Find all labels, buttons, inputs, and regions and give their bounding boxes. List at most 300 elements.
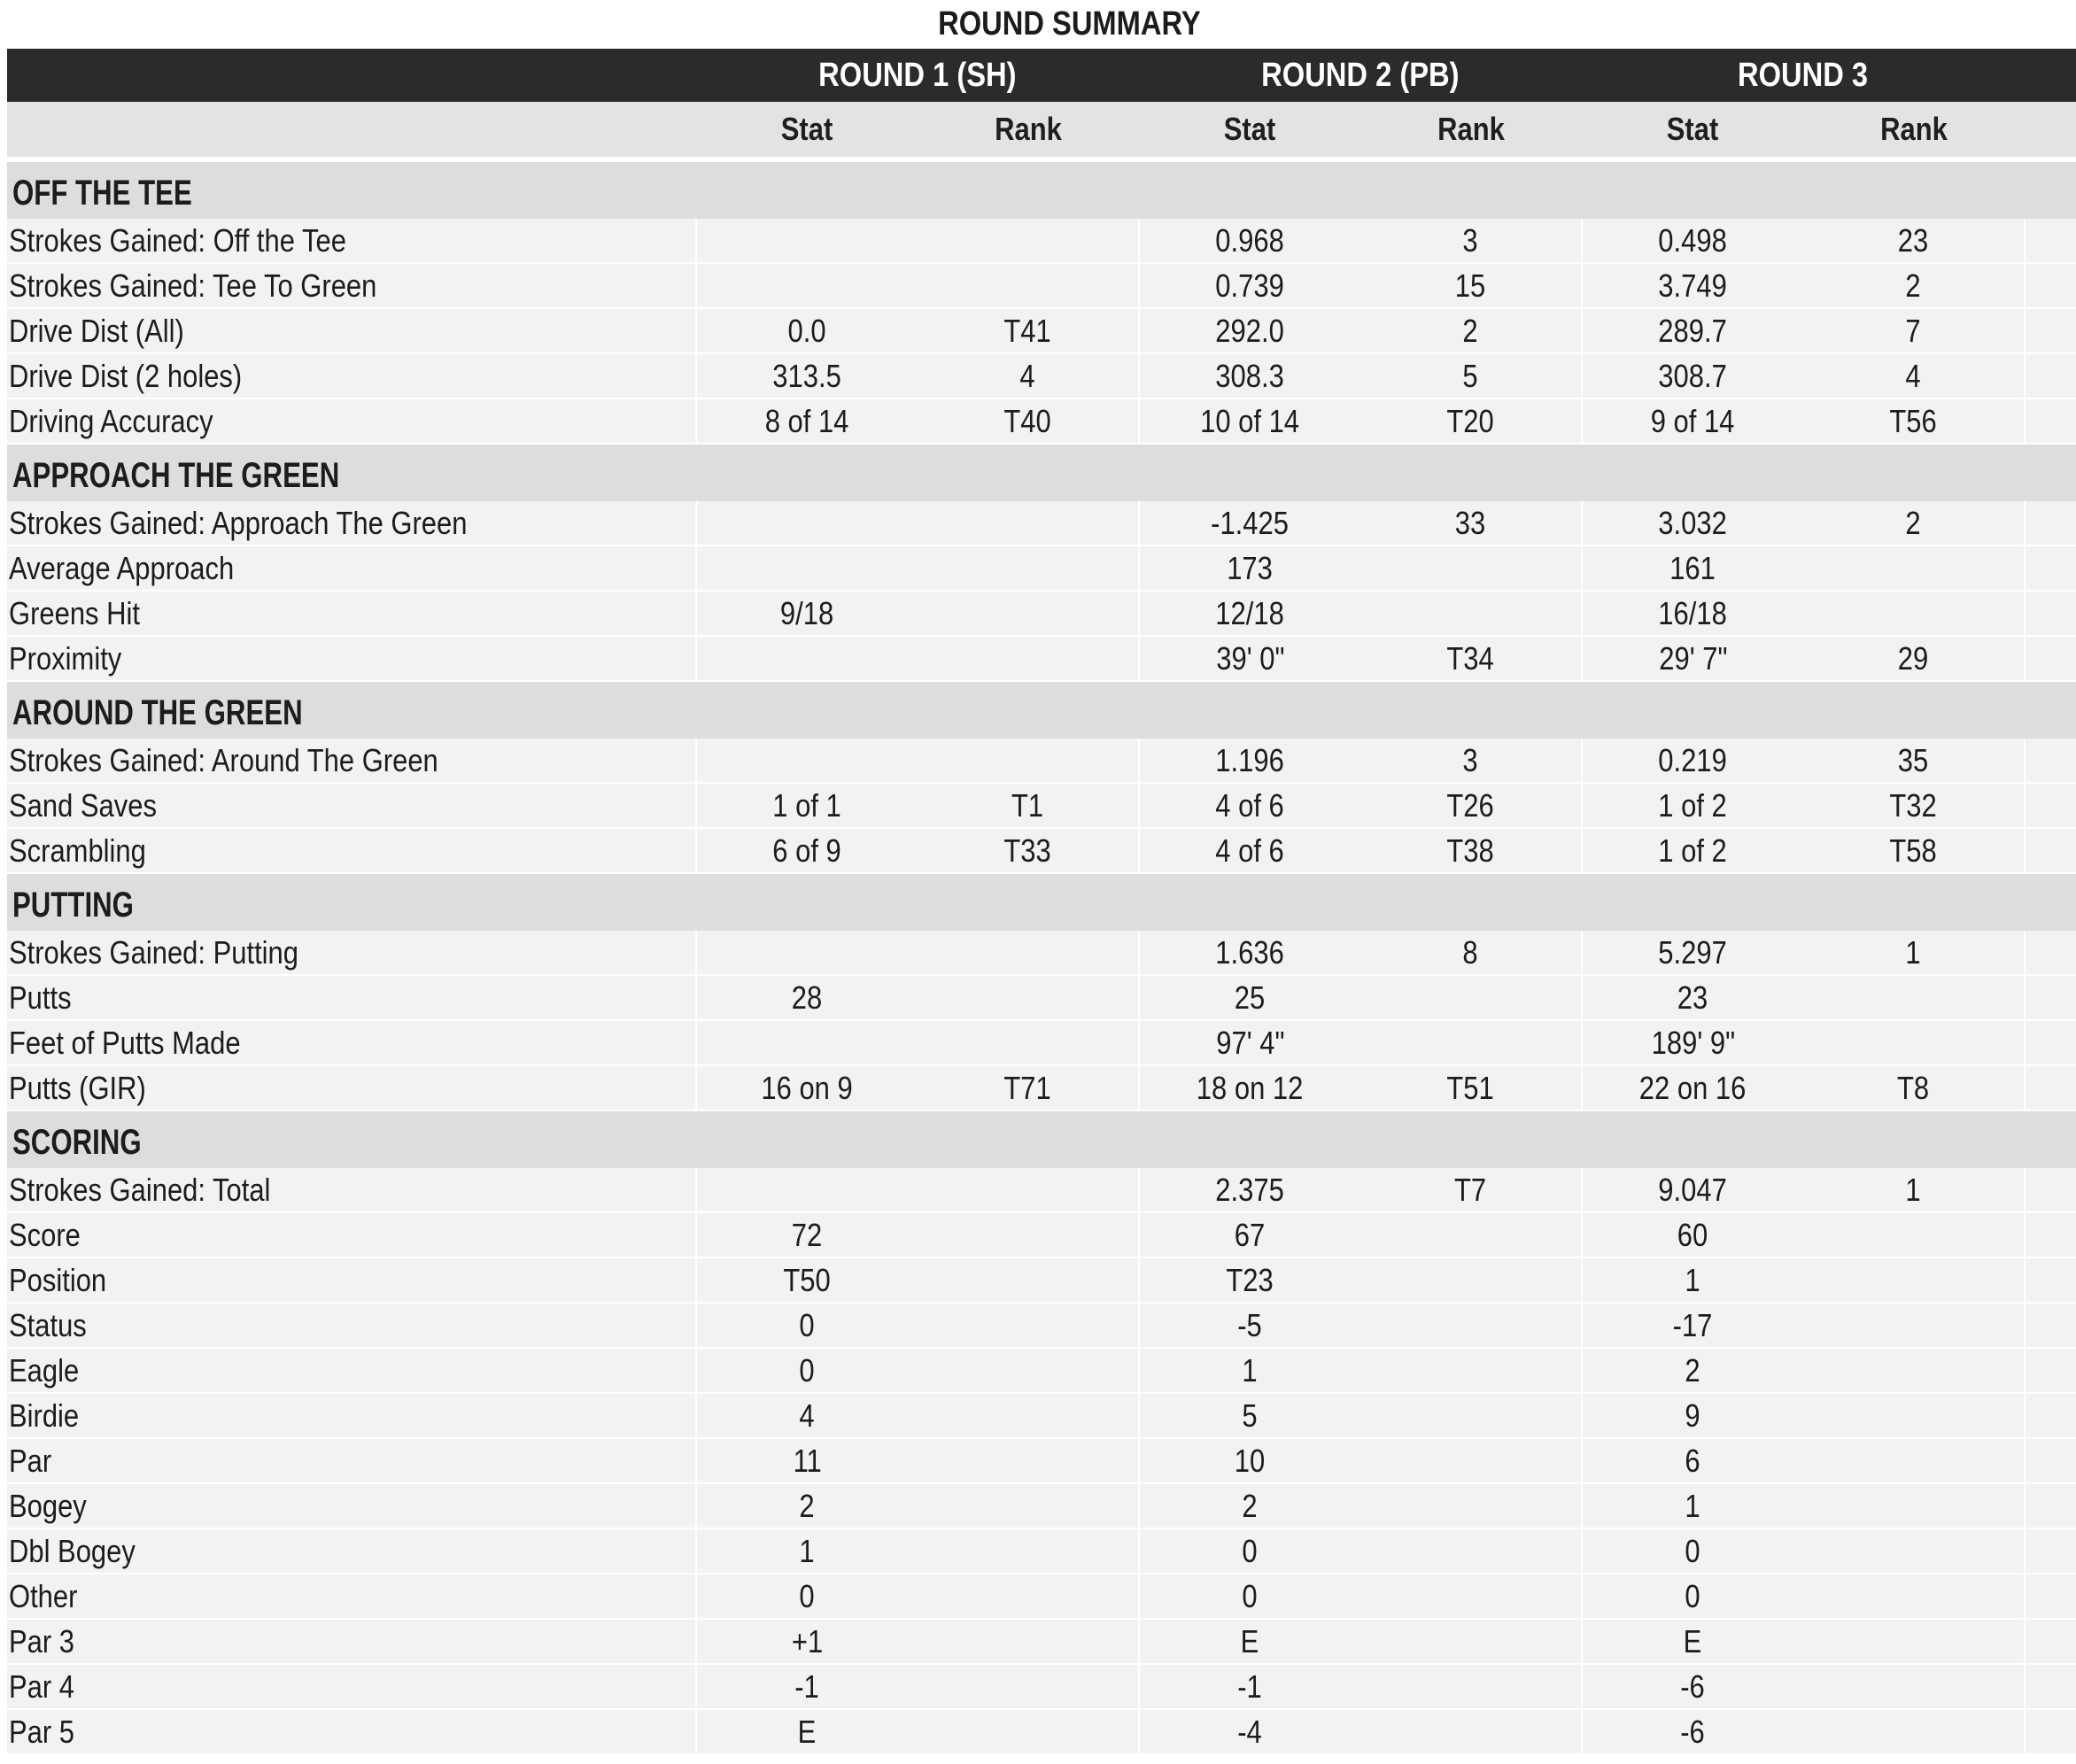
table-row <box>7 1438 2076 1483</box>
stat-name-cell <box>7 739 696 783</box>
stat-name: Par 5 <box>9 1713 75 1750</box>
stat-value: 16 on 9 <box>761 1069 854 1106</box>
stat-value: 189' 9" <box>1651 1024 1735 1061</box>
round-1-rank-cell <box>918 1664 1139 1709</box>
stat-value: T23 <box>1226 1261 1274 1298</box>
round-3-stat-cell <box>1582 219 1803 263</box>
stat-name-cell <box>7 308 696 353</box>
stat-name: Greens Hit <box>9 594 140 631</box>
round-2-stat-cell <box>1139 1065 1360 1110</box>
round-3-rank-cell <box>1803 783 2025 828</box>
stat-name: Strokes Gained: Approach The Green <box>9 504 468 541</box>
stat-value: 10 <box>1235 1442 1266 1479</box>
table-row <box>7 263 2076 308</box>
round-2-rank-cell <box>1360 1438 1582 1483</box>
section-title: APPROACH THE GREEN <box>12 456 340 495</box>
round-1-stat-cell <box>696 545 918 591</box>
round-1-rank-cell <box>918 501 1139 545</box>
stat-value: 173 <box>1227 549 1274 586</box>
row-tail-cell <box>2025 219 2076 263</box>
round-1-stat-cell <box>696 975 918 1020</box>
round-2-rank-cell <box>1360 1574 1582 1619</box>
row-tail-cell <box>2025 1709 2076 1754</box>
table-row <box>7 1257 2076 1303</box>
round-1-stat-cell <box>696 308 918 353</box>
round-2-stat-cell <box>1139 1619 1360 1664</box>
section-title: AROUND THE GREEN <box>12 693 303 732</box>
stat-name-cell <box>7 1393 696 1438</box>
table-row <box>7 783 2076 828</box>
stat-value: T50 <box>783 1261 832 1298</box>
stat-name-cell <box>7 501 696 545</box>
stat-value: 39' 0" <box>1215 639 1285 677</box>
round-2-stat-cell <box>1139 636 1360 681</box>
round-3-rank-cell <box>1803 1438 2025 1483</box>
round-1-rank-cell <box>918 353 1139 398</box>
round-2-rank-cell <box>1360 1348 1582 1393</box>
stat-name-cell <box>7 1348 696 1393</box>
round-3-rank-cell <box>1803 545 2025 591</box>
round-2-stat-cell <box>1139 1483 1360 1528</box>
stat-name: Average Approach <box>9 549 235 586</box>
stat-value: 0.219 <box>1658 741 1728 778</box>
round-1-rank-cell <box>918 591 1139 636</box>
table-row <box>7 1168 2076 1212</box>
section-title: OFF THE TEE <box>12 174 192 213</box>
stat-value: 0 <box>1242 1532 1259 1569</box>
stat-value: E <box>798 1713 817 1750</box>
round-1-stat-cell <box>696 739 918 783</box>
round-3-rank-cell <box>1803 1664 2025 1709</box>
round-2-rank-cell <box>1360 263 1582 308</box>
round-3-stat-cell <box>1582 1348 1803 1393</box>
stat-value: 3.032 <box>1658 504 1728 541</box>
round-2-label: ROUND 2 (PB) <box>1261 56 1460 94</box>
stat-name-cell <box>7 828 696 873</box>
round-3-rank-cell <box>1803 398 2025 444</box>
rank-value: T58 <box>1889 832 1938 869</box>
stat-name: Drive Dist (2 holes) <box>9 357 243 394</box>
table-row <box>7 308 2076 353</box>
stat-name: Position <box>9 1261 107 1298</box>
section-title: SCORING <box>12 1123 142 1162</box>
rank-value: T38 <box>1446 832 1495 869</box>
round-1-stat-cell <box>696 1709 918 1754</box>
stat-name: Scrambling <box>9 832 146 869</box>
round-2-rank-cell <box>1360 1483 1582 1528</box>
stat-name: Driving Accuracy <box>9 402 213 439</box>
stat-name: Par <box>9 1442 52 1479</box>
round-1-stat-cell <box>696 1393 918 1438</box>
round-3-rank-cell <box>1803 739 2025 783</box>
page-title-wrap <box>0 0 2076 48</box>
round-1-rank-cell <box>918 308 1139 353</box>
stat-value: 23 <box>1677 979 1708 1016</box>
rank-value: T34 <box>1446 639 1495 677</box>
round-3-stat-cell <box>1582 1438 1803 1483</box>
round-1-stat-cell <box>696 1303 918 1348</box>
row-tail-cell <box>2025 1212 2076 1257</box>
round-2-rank-cell <box>1360 1020 1582 1065</box>
round-3-stat-cell <box>1582 501 1803 545</box>
row-tail-cell <box>2025 1619 2076 1664</box>
stat-value: 8 of 14 <box>765 402 849 439</box>
round-2-rank-cell <box>1360 1619 1582 1664</box>
round-3-stat-cell <box>1582 398 1803 444</box>
section-header-row <box>7 873 2076 931</box>
round-1-rank-cell <box>918 1303 1139 1348</box>
stat-value: 313.5 <box>772 357 842 394</box>
stat-value: 1 of 2 <box>1658 786 1728 824</box>
stat-value: 308.7 <box>1658 357 1728 394</box>
stat-value: 2 <box>1685 1351 1701 1389</box>
round-3-rank-cell <box>1803 501 2025 545</box>
stat-value: E <box>1684 1622 1702 1660</box>
stat-name: Strokes Gained: Tee To Green <box>9 267 377 304</box>
rank-value: T7 <box>1454 1171 1487 1208</box>
round-1-rank-cell <box>918 1393 1139 1438</box>
round-1-stat-cell <box>696 219 918 263</box>
stat-label: Stat <box>1223 111 1276 147</box>
round-3-rank-cell <box>1803 1065 2025 1110</box>
stat-value: 6 <box>1685 1442 1701 1479</box>
round-1-rank-cell <box>918 1212 1139 1257</box>
stat-value: 2.375 <box>1215 1171 1285 1208</box>
round-1-rank-header <box>918 102 1139 159</box>
table-row <box>7 353 2076 398</box>
row-tail-cell <box>2025 545 2076 591</box>
round-1-stat-cell <box>696 1348 918 1393</box>
stat-name-cell <box>7 398 696 444</box>
round-2-stat-header <box>1139 102 1360 159</box>
round-2-rank-cell <box>1360 1168 1582 1212</box>
stat-value: 0.0 <box>787 312 827 349</box>
stat-value: 10 of 14 <box>1200 402 1300 439</box>
round-2-rank-cell <box>1360 636 1582 681</box>
round-3-rank-cell <box>1803 263 2025 308</box>
round-2-stat-cell <box>1139 1664 1360 1709</box>
section-header <box>7 444 2076 501</box>
rank-value: T40 <box>1003 402 1052 439</box>
stat-label: Stat <box>1666 111 1719 147</box>
rank-value: T51 <box>1446 1069 1495 1106</box>
round-2-rank-cell <box>1360 591 1582 636</box>
table-row <box>7 1348 2076 1393</box>
stat-value: -1 <box>1237 1667 1263 1705</box>
round-2-rank-cell <box>1360 739 1582 783</box>
stat-value: 29' 7" <box>1658 639 1728 677</box>
round-3-stat-cell <box>1582 545 1803 591</box>
row-tail-cell <box>2025 263 2076 308</box>
round-3-header <box>1582 49 2025 102</box>
stat-name-cell <box>7 1257 696 1303</box>
round-3-stat-cell <box>1582 308 1803 353</box>
rank-value: 7 <box>1905 312 1922 349</box>
round-2-stat-cell <box>1139 828 1360 873</box>
stat-name-cell <box>7 1528 696 1574</box>
round-3-stat-cell <box>1582 1528 1803 1574</box>
stat-name-cell <box>7 219 696 263</box>
table-row <box>7 1528 2076 1574</box>
stat-name: Strokes Gained: Around The Green <box>9 741 438 778</box>
round-1-stat-cell <box>696 501 918 545</box>
stat-value: -1.425 <box>1211 504 1290 541</box>
table-row <box>7 1574 2076 1619</box>
row-tail-cell <box>2025 1020 2076 1065</box>
round-1-rank-cell <box>918 1709 1139 1754</box>
rank-value: 2 <box>1905 504 1922 541</box>
stat-value: -17 <box>1673 1306 1713 1343</box>
rank-value: 3 <box>1462 221 1479 259</box>
row-tail-cell <box>2025 308 2076 353</box>
stat-value: 97' 4" <box>1215 1024 1285 1061</box>
round-2-stat-cell <box>1139 308 1360 353</box>
rank-label: Rank <box>1880 111 1948 147</box>
row-tail-cell <box>2025 636 2076 681</box>
round-2-stat-cell <box>1139 975 1360 1020</box>
round-2-rank-cell <box>1360 501 1582 545</box>
stat-value: 5 <box>1242 1396 1259 1434</box>
round-1-rank-cell <box>918 1257 1139 1303</box>
round-2-rank-cell <box>1360 308 1582 353</box>
round-1-rank-cell <box>918 398 1139 444</box>
stat-value: 161 <box>1669 549 1716 586</box>
stat-name-cell <box>7 591 696 636</box>
round-1-stat-cell <box>696 1168 918 1212</box>
row-tail-cell <box>2025 931 2076 975</box>
round-3-label: ROUND 3 <box>1738 56 1869 94</box>
stat-rank-header-row <box>7 102 2076 159</box>
stat-name: Par 3 <box>9 1622 75 1660</box>
rank-value: 2 <box>1905 267 1922 304</box>
table-row <box>7 398 2076 444</box>
round-2-rank-cell <box>1360 1257 1582 1303</box>
stat-name: Other <box>9 1577 78 1614</box>
round-1-rank-cell <box>918 636 1139 681</box>
round-1-stat-cell <box>696 1212 918 1257</box>
round-2-stat-cell <box>1139 545 1360 591</box>
round-2-stat-cell <box>1139 398 1360 444</box>
stat-value: 0.498 <box>1658 221 1728 259</box>
stat-name: Putts (GIR) <box>9 1069 146 1106</box>
round-header-row <box>7 49 2076 102</box>
stat-name: Birdie <box>9 1396 80 1434</box>
stat-name-cell <box>7 1664 696 1709</box>
table-row <box>7 501 2076 545</box>
round-2-stat-cell <box>1139 1574 1360 1619</box>
round-2-stat-cell <box>1139 1709 1360 1754</box>
rank-value: T8 <box>1897 1069 1930 1106</box>
table-row <box>7 1020 2076 1065</box>
round-2-stat-cell <box>1139 1212 1360 1257</box>
stat-name: Strokes Gained: Off the Tee <box>9 221 346 259</box>
round-1-rank-cell <box>918 1020 1139 1065</box>
stat-value: 1.196 <box>1215 741 1285 778</box>
stat-name-cell <box>7 1168 696 1212</box>
rank-value: 4 <box>1905 357 1922 394</box>
round-1-rank-cell <box>918 975 1139 1020</box>
subheader-blank <box>7 102 696 159</box>
round-1-stat-cell <box>696 783 918 828</box>
round-summary-table <box>7 49 2076 1755</box>
round-3-rank-cell <box>1803 975 2025 1020</box>
stat-value: 18 on 12 <box>1197 1069 1304 1106</box>
stat-name: Eagle <box>9 1351 80 1389</box>
rank-label: Rank <box>995 111 1062 147</box>
stat-value: -5 <box>1237 1306 1263 1343</box>
stat-name-cell <box>7 263 696 308</box>
round-1-stat-cell <box>696 1664 918 1709</box>
table-row <box>7 739 2076 783</box>
rank-value: 15 <box>1455 267 1486 304</box>
round-1-stat-cell <box>696 1528 918 1574</box>
rank-label: Rank <box>1437 111 1505 147</box>
round-2-rank-cell <box>1360 353 1582 398</box>
round-2-stat-cell <box>1139 931 1360 975</box>
stat-value: 4 of 6 <box>1215 786 1285 824</box>
round-2-stat-cell <box>1139 263 1360 308</box>
round-1-stat-cell <box>696 1065 918 1110</box>
stat-name: Feet of Putts Made <box>9 1024 241 1061</box>
round-2-rank-cell <box>1360 1528 1582 1574</box>
stat-value: 1 <box>1685 1261 1701 1298</box>
stat-name-cell <box>7 545 696 591</box>
round-3-stat-cell <box>1582 975 1803 1020</box>
stat-name-cell <box>7 1020 696 1065</box>
table-row <box>7 219 2076 263</box>
round-2-rank-cell <box>1360 1065 1582 1110</box>
round-3-stat-cell <box>1582 636 1803 681</box>
table-row <box>7 1709 2076 1754</box>
round-1-rank-cell <box>918 739 1139 783</box>
round-3-stat-cell <box>1582 1257 1803 1303</box>
stat-name-cell <box>7 353 696 398</box>
stat-value: 2 <box>1242 1487 1259 1524</box>
stat-value: 1 <box>1242 1351 1259 1389</box>
round-2-rank-cell <box>1360 1664 1582 1709</box>
stat-value: 0.739 <box>1215 267 1285 304</box>
rank-value: T41 <box>1003 312 1052 349</box>
stat-value: 6 of 9 <box>772 832 842 869</box>
round-3-stat-cell <box>1582 1168 1803 1212</box>
round-3-stat-cell <box>1582 1709 1803 1754</box>
round-1-stat-header <box>696 102 918 159</box>
table-row <box>7 1619 2076 1664</box>
round-2-rank-cell <box>1360 219 1582 263</box>
round-1-rank-cell <box>918 1438 1139 1483</box>
round-2-stat-cell <box>1139 1348 1360 1393</box>
stat-value: 1 <box>799 1532 816 1569</box>
rank-value: 4 <box>1019 357 1036 394</box>
rank-value: 8 <box>1462 933 1479 971</box>
round-3-rank-cell <box>1803 931 2025 975</box>
round-3-stat-cell <box>1582 783 1803 828</box>
rank-value: 29 <box>1898 639 1929 677</box>
stat-value: 0.968 <box>1215 221 1285 259</box>
stat-value: 11 <box>793 1442 822 1479</box>
round-2-stat-cell <box>1139 1528 1360 1574</box>
stat-value: 0 <box>799 1351 816 1389</box>
round-1-rank-cell <box>918 1348 1139 1393</box>
round-3-stat-cell <box>1582 263 1803 308</box>
round-2-stat-cell <box>1139 1257 1360 1303</box>
stat-value: 0 <box>1242 1577 1259 1614</box>
stat-value: 4 <box>799 1396 816 1434</box>
stat-name: Drive Dist (All) <box>9 312 184 349</box>
round-2-header <box>1139 49 1582 102</box>
row-tail-cell <box>2025 591 2076 636</box>
stat-value: -6 <box>1680 1713 1706 1750</box>
stat-value: 5.297 <box>1658 933 1728 971</box>
stat-name-cell <box>7 1303 696 1348</box>
round-2-stat-cell <box>1139 501 1360 545</box>
round-3-rank-cell <box>1803 1619 2025 1664</box>
round-1-stat-cell <box>696 1574 918 1619</box>
table-row <box>7 636 2076 681</box>
stat-name-cell <box>7 1619 696 1664</box>
round-3-rank-cell <box>1803 828 2025 873</box>
stat-name: Par 4 <box>9 1667 75 1705</box>
round-header-tail <box>2025 49 2076 102</box>
rank-value: 33 <box>1455 504 1486 541</box>
stat-value: 16/18 <box>1658 594 1728 631</box>
stat-value: 0 <box>799 1306 816 1343</box>
rank-value: 35 <box>1898 741 1929 778</box>
round-1-stat-cell <box>696 1483 918 1528</box>
round-3-rank-cell <box>1803 1348 2025 1393</box>
round-3-stat-cell <box>1582 353 1803 398</box>
stat-value: 25 <box>1235 979 1266 1016</box>
round-2-stat-cell <box>1139 1303 1360 1348</box>
table-row <box>7 591 2076 636</box>
stat-value: 2 <box>799 1487 816 1524</box>
section-title: PUTTING <box>12 886 134 925</box>
stat-value: 1 of 2 <box>1658 832 1728 869</box>
row-tail-cell <box>2025 1438 2076 1483</box>
round-1-rank-cell <box>918 1619 1139 1664</box>
subheader-tail <box>2025 102 2076 159</box>
rank-value: T26 <box>1446 786 1495 824</box>
row-tail-cell <box>2025 501 2076 545</box>
round-1-stat-cell <box>696 1438 918 1483</box>
round-3-stat-cell <box>1582 1619 1803 1664</box>
round-3-rank-cell <box>1803 1393 2025 1438</box>
table-body <box>7 49 2076 1754</box>
stat-value: 60 <box>1677 1216 1708 1253</box>
stat-value: 22 on 16 <box>1639 1069 1747 1106</box>
round-1-stat-cell <box>696 398 918 444</box>
stat-value: 72 <box>792 1216 823 1253</box>
row-tail-cell <box>2025 1393 2076 1438</box>
rank-value: T1 <box>1011 786 1044 824</box>
stat-value: 0 <box>1685 1577 1701 1614</box>
stat-value: 9 of 14 <box>1651 402 1735 439</box>
stat-label: Stat <box>780 111 833 147</box>
stat-name-cell <box>7 1483 696 1528</box>
stat-name: Bogey <box>9 1487 87 1524</box>
stat-value: 67 <box>1235 1216 1266 1253</box>
row-tail-cell <box>2025 828 2076 873</box>
stat-value: 9 <box>1685 1396 1701 1434</box>
round-1-rank-cell <box>918 1065 1139 1110</box>
round-1-rank-cell <box>918 828 1139 873</box>
round-2-stat-cell <box>1139 219 1360 263</box>
table-row <box>7 931 2076 975</box>
table-row <box>7 1212 2076 1257</box>
table-row <box>7 1393 2076 1438</box>
round-2-stat-cell <box>1139 591 1360 636</box>
rank-value: 5 <box>1462 357 1479 394</box>
